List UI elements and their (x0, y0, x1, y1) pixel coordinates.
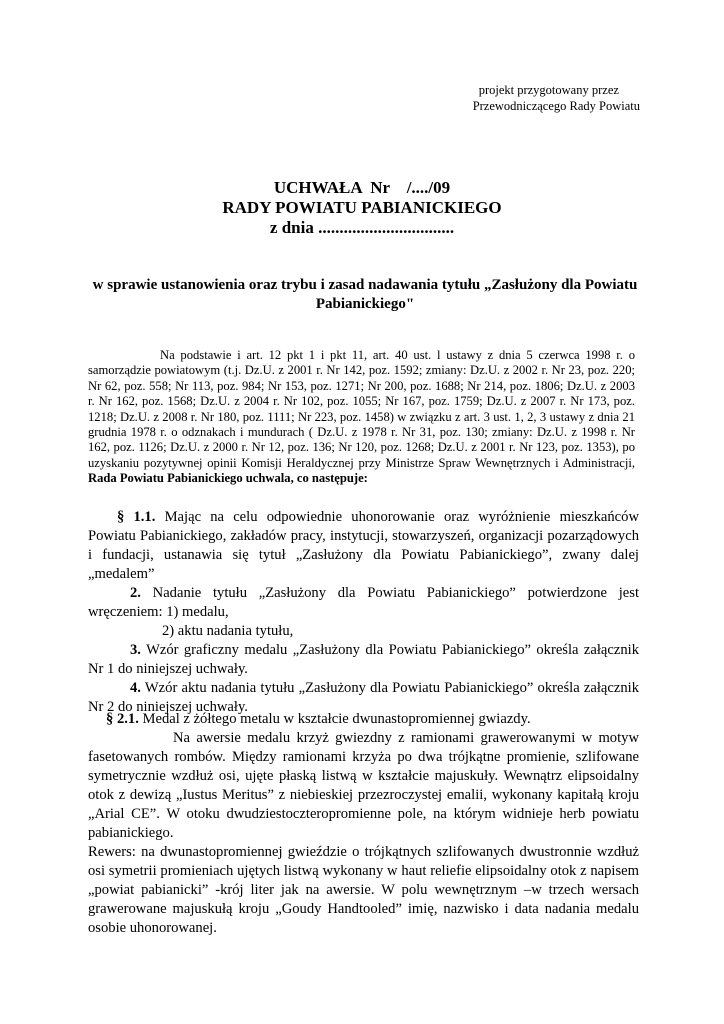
title-line-council: RADY POWIATU PABIANICKIEGO (222, 198, 502, 217)
section-1-paragraph-3-text: Wzór graficzny medalu „Zasłużony dla Powiatu Pabianickiego” określa załącznik Nr 1 do niniejszej uchwały. (88, 642, 639, 677)
section-1-paragraph-3-number: 3. (130, 642, 141, 658)
title-line-date: z dnia ................................ (269, 218, 455, 237)
header-note (473, 82, 640, 114)
section-2-reverse-description: Rewers: na dwunastopromiennej gwieździe o trójkątnych szlifowanych dwustronnie wzdłuż osi symetrii promieniach ujętych listwą wykonany w haut reliefie elipsoidalny otok z napisem „powiat pabianicki” -krój liter jak na awersie. W polu wewnętrznym –w trzech wersach grawerowane majuskułą kroju „Goudy Handtooled” imię, nazwisko i data nadania medalu osobie uhonorowanej. (88, 844, 639, 936)
section-1-paragraph-2-text: Nadanie tytułu „Zasłużony dla Powiatu Pabianickiego” potwierdzone jest wręczeniem: 1) medalu, (88, 585, 639, 620)
title-line-resolution-number: UCHWAŁA Nr /..../09 (273, 178, 451, 197)
legal-basis-text: Na podstawie i art. 12 pkt 1 i pkt 11, art. 40 ust. l ustawy z dnia 5 czerwca 1998 r. o samorządzie powiatowym (t.j. Dz.U. z 2001 r. Nr 142, poz. 1592; zmiany: Dz.U. z 2002 r. Nr 23, poz. 220; Nr 62, poz. 558; Nr 113, poz. 984; Nr 153, poz. 1271; Nr 200, poz. 1688; Nr 214, poz. 1806; Dz.U. z 2003 r. Nr 162, poz. 1568; Dz.U. z 2004 r. Nr 102, poz. 1055; Nr 167, poz. 1759; Dz.U. z 2007 r. Nr 173, poz. 1218; Dz.U. z 2008 r. Nr 180, poz. 1111; Nr 223, poz. 1458) w związku z art. 3 ust. 1, 2, 3 ustawy z dnia 21 grudnia 1978 r. o odznakach i mundurach ( Dz.U. z 1978 r. Nr 31, poz. 130; zmiany: Dz.U. z 1998 r. Nr 162, poz. 1126; Dz.U. z 2000 r. Nr 12, poz. 136; Nr 120, poz. 1268; Dz.U. z 2001 r. Nr 123, poz. 1353), po uzyskaniu pozytywnej opinii Komisji Heraldycznej przy Ministrze Spraw Wewnętrznych i Administracji, (88, 348, 635, 470)
document-title (0, 178, 724, 238)
legal-basis (88, 348, 635, 487)
header-note-line-1: projekt przygotowany przez (478, 83, 619, 97)
section-1-paragraph-1 (88, 508, 639, 584)
section-1-paragraph-1-text: Mając na celu odpowiednie uhonorowanie oraz wyróżnienie mieszkańców Powiatu Pabianickiego, zakładów pracy, instytucji, stowarzyszeń, organizacji pozarządowych i fundacji, ustanawia się tytuł „Zasłużony dla Powiatu Pabianickiego”, zwany dalej „medalem” (88, 509, 639, 582)
section-2-paragraph-1-number: § 2.1. (106, 711, 139, 727)
section-1-paragraph-3 (88, 641, 639, 679)
section-2 (88, 710, 639, 938)
section-1-paragraph-2-item-2: 2) aktu nadania tytułu, (162, 623, 294, 639)
section-2-obverse-description: Na awersie medalu krzyż gwiezdny z ramionami grawerowanymi w motyw fasetowanych rombów. Między ramionami krzyża po dwa trójkątne promienie, szlifowane symetrycznie wzdłuż osi, ujęte płaską listwą w kształcie majuskuły. Wewnątrz elipsoidalny otok z dewizą „Iustus Meritus” z niebieskiej przezroczystej emalii, wykonany kapitałą kroju „Arial CE”. W otoku dwudziestoczteropromienne pole, na którym widnieje herb powiatu pabianickiego. (88, 730, 639, 841)
section-1-paragraph-4-number: 4. (130, 680, 141, 696)
section-1-paragraph-1-number: § 1.1. (117, 509, 156, 525)
section-1-paragraph-2-number: 2. (130, 585, 141, 601)
section-1 (88, 508, 639, 717)
section-2-paragraph-1-text: Medal z żółtego metalu w kształcie dwunastopromiennej gwiazdy. (138, 711, 531, 727)
section-2-paragraph-1 (88, 710, 639, 729)
legal-basis-resolution-clause: Rada Powiatu Pabianickiego uchwala, co następuje: (88, 471, 368, 486)
section-1-paragraph-4-text: Wzór aktu nadania tytułu „Zasłużony dla Powiatu Pabianickiego” określa załącznik Nr 2 do niniejszej uchwały. (88, 680, 639, 715)
document-subject: w sprawie ustanowienia oraz trybu i zasad nadawania tytułu „Zasłużony dla Powiatu Pabianickiego" (92, 277, 638, 312)
section-1-paragraph-2 (88, 584, 639, 622)
header-note-line-2: Przewodniczącego Rady Powiatu (472, 99, 640, 113)
